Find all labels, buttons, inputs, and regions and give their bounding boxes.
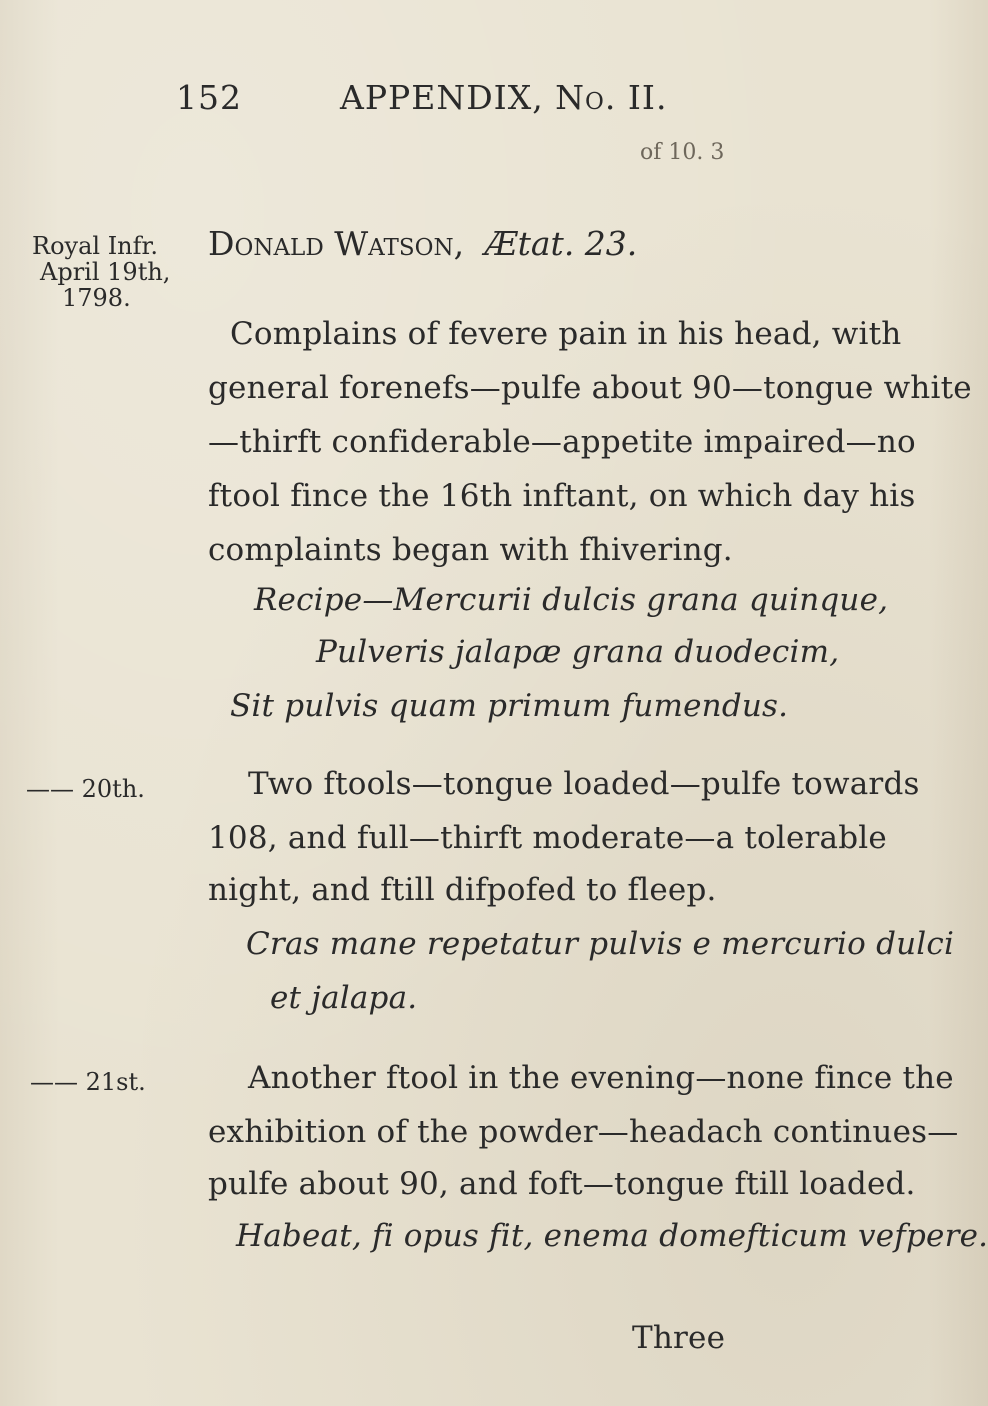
entry-1-recipe-1: Recipe—Mercurii dulcis grana quinque, — [254, 582, 889, 618]
entry-3-date: —— 21st. — [30, 1068, 146, 1096]
entry-1-recipe-2: Pulveris jalapæ grana duodecim, — [316, 634, 840, 670]
entry-2-date: —— 20th. — [26, 775, 145, 803]
entry-2-line-1: Two ftools—tongue loaded—pulfe towards — [248, 766, 920, 802]
margin-date-line2: 1798. — [62, 284, 131, 312]
entry-1-line-4: ftool fince the 16th inftant, on which day his — [208, 478, 916, 514]
entry-2-line-3: night, and ftill difpofed to fleep. — [208, 872, 717, 908]
case-title — [208, 224, 637, 263]
entry-1-line-5: complaints began with fhivering. — [208, 532, 733, 568]
entry-3-line-2: exhibition of the powder—headach continues— — [208, 1114, 959, 1150]
entry-2-recipe-1: Cras mane repetatur pulvis e mercurio dulci — [246, 926, 955, 962]
patient-name: Donald Watson, — [208, 224, 465, 263]
entry-3-line-1: Another ftool in the evening—none fince the — [248, 1060, 954, 1096]
page-number: 152 — [176, 78, 242, 117]
entry-2-recipe-2: et jalapa. — [270, 980, 418, 1016]
margin-source: Royal Infr. — [32, 232, 158, 260]
patient-age: Ætat. 23. — [484, 224, 638, 263]
entry-3-line-3: pulfe about 90, and foft—tongue ftill loaded. — [208, 1166, 916, 1202]
margin-date-line1: April 19th, — [40, 258, 171, 286]
entry-1-line-2: general forenefs—pulfe about 90—tongue white — [208, 370, 972, 406]
entry-1-recipe-3: Sit pulvis quam primum fumendus. — [230, 688, 789, 724]
catchword: Three — [632, 1320, 726, 1356]
marginal-smudge: of 10. 3 — [640, 140, 725, 165]
entry-3-recipe-1: Habeat, fi opus fit, enema domefticum vefpere. — [236, 1218, 988, 1254]
entry-2-line-2: 108, and full—thirft moderate—a tolerable — [208, 820, 887, 856]
running-title: APPENDIX, No. II. — [340, 78, 668, 117]
entry-1-line-1: Complains of fevere pain in his head, with — [230, 316, 902, 352]
entry-1-line-3: —thirft confiderable—appetite impaired—no — [208, 424, 916, 460]
